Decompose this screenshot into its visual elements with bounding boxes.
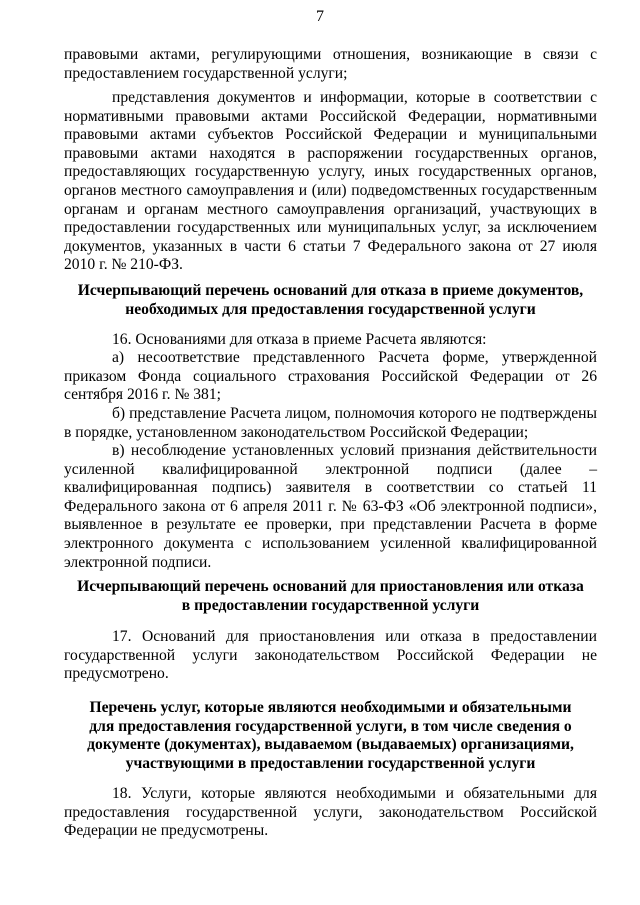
paragraph-text: б) представление Расчета лицом, полномочия которого не подтверждены в порядке, установленном законодательством Российской Федерации; [64, 405, 597, 441]
paragraph-16 [64, 331, 597, 350]
heading-required-services [64, 699, 597, 773]
heading-line: документе (документах), выдаваемом (выдаваемых) организациями, [87, 736, 574, 754]
paragraph-text: представления документов и информации, которые в соответствии с нормативными правовыми актами Российской Федерации, нормативными правовыми актами субъектов Российской Федерации и муниципальными правовыми актами находятся в распоряжении государственных органов, предоставляющих государственную услугу, иных государственных органов, органов местного самоуправления и (или) подведомственных государственным органам и органам местного самоуправления организаций, участвующих в предоставлении государственных или муниципальных услуг, за исключением документов, указанных в части 6 статьи 7 Федерального закона от 27 июля 2010 г. № 210-ФЗ. [64, 89, 597, 274]
heading-line: Исчерпывающий перечень оснований для приостановления или отказа [77, 578, 584, 595]
paragraph-16-v [64, 442, 597, 572]
paragraph-17 [64, 628, 597, 684]
paragraph-intro-continuation [64, 46, 597, 83]
paragraph-text: в) несоблюдение установленных условий признания действительности усиленной квалифицированной электронной подписи (далее – квалифицированная подпись) заявителя в соответствии со статьей 11 Федерального закона от 6 апреля 2011 г. № 63-ФЗ «Об электронной подписи», выявленное в результате ее проверки, при представлении Расчета в форме электронного документа с использованием усиленной квалифицированной электронной подписи. [64, 442, 597, 571]
paragraph-18 [64, 785, 597, 841]
heading-line: в предоставлении государственной услуги [181, 596, 480, 614]
page-number: 7 [316, 8, 324, 25]
heading-line: для предоставления государственной услуги, в том числе сведения о [89, 717, 572, 735]
paragraph-text: 17. Оснований для приостановления или отказа в предоставлении государственной услуги законодательством Российской Федерации не предусмотрено. [64, 628, 597, 683]
section-heading [64, 699, 597, 773]
paragraph-documents [64, 89, 597, 275]
paragraph-text: а) несоответствие представленного Расчета форме, утвержденной приказом Фонда социального страхования Российской Федерации от 26 сентября 2016 г. № 381; [64, 349, 597, 404]
paragraph-text: 18. Услуги, которые являются необходимыми и обязательными для предоставления государственной услуги, законодательством Российской Федерации не предусмотрены. [64, 785, 597, 840]
paragraph-text: 16. Основаниями для отказа в приеме Расчета являются: [112, 331, 487, 348]
heading-line: участвующими в предоставлении государственной услуги [125, 754, 536, 772]
heading-refusal-grounds [64, 282, 597, 319]
paragraph-text: правовыми актами, регулирующими отношения, возникающие в связи с предоставлением государственной услуги; [64, 46, 597, 82]
heading-line: необходимых для предоставления государственной услуги [125, 300, 536, 318]
paragraph-16-b [64, 405, 597, 442]
heading-line: Перечень услуг, которые являются необходимыми и обязательными [89, 699, 572, 716]
heading-suspension-grounds [64, 578, 597, 615]
section-heading [64, 282, 597, 319]
paragraph-16-a [64, 349, 597, 405]
section-heading [64, 578, 597, 615]
heading-line: Исчерпывающий перечень оснований для отказа в приеме документов, [77, 282, 584, 299]
